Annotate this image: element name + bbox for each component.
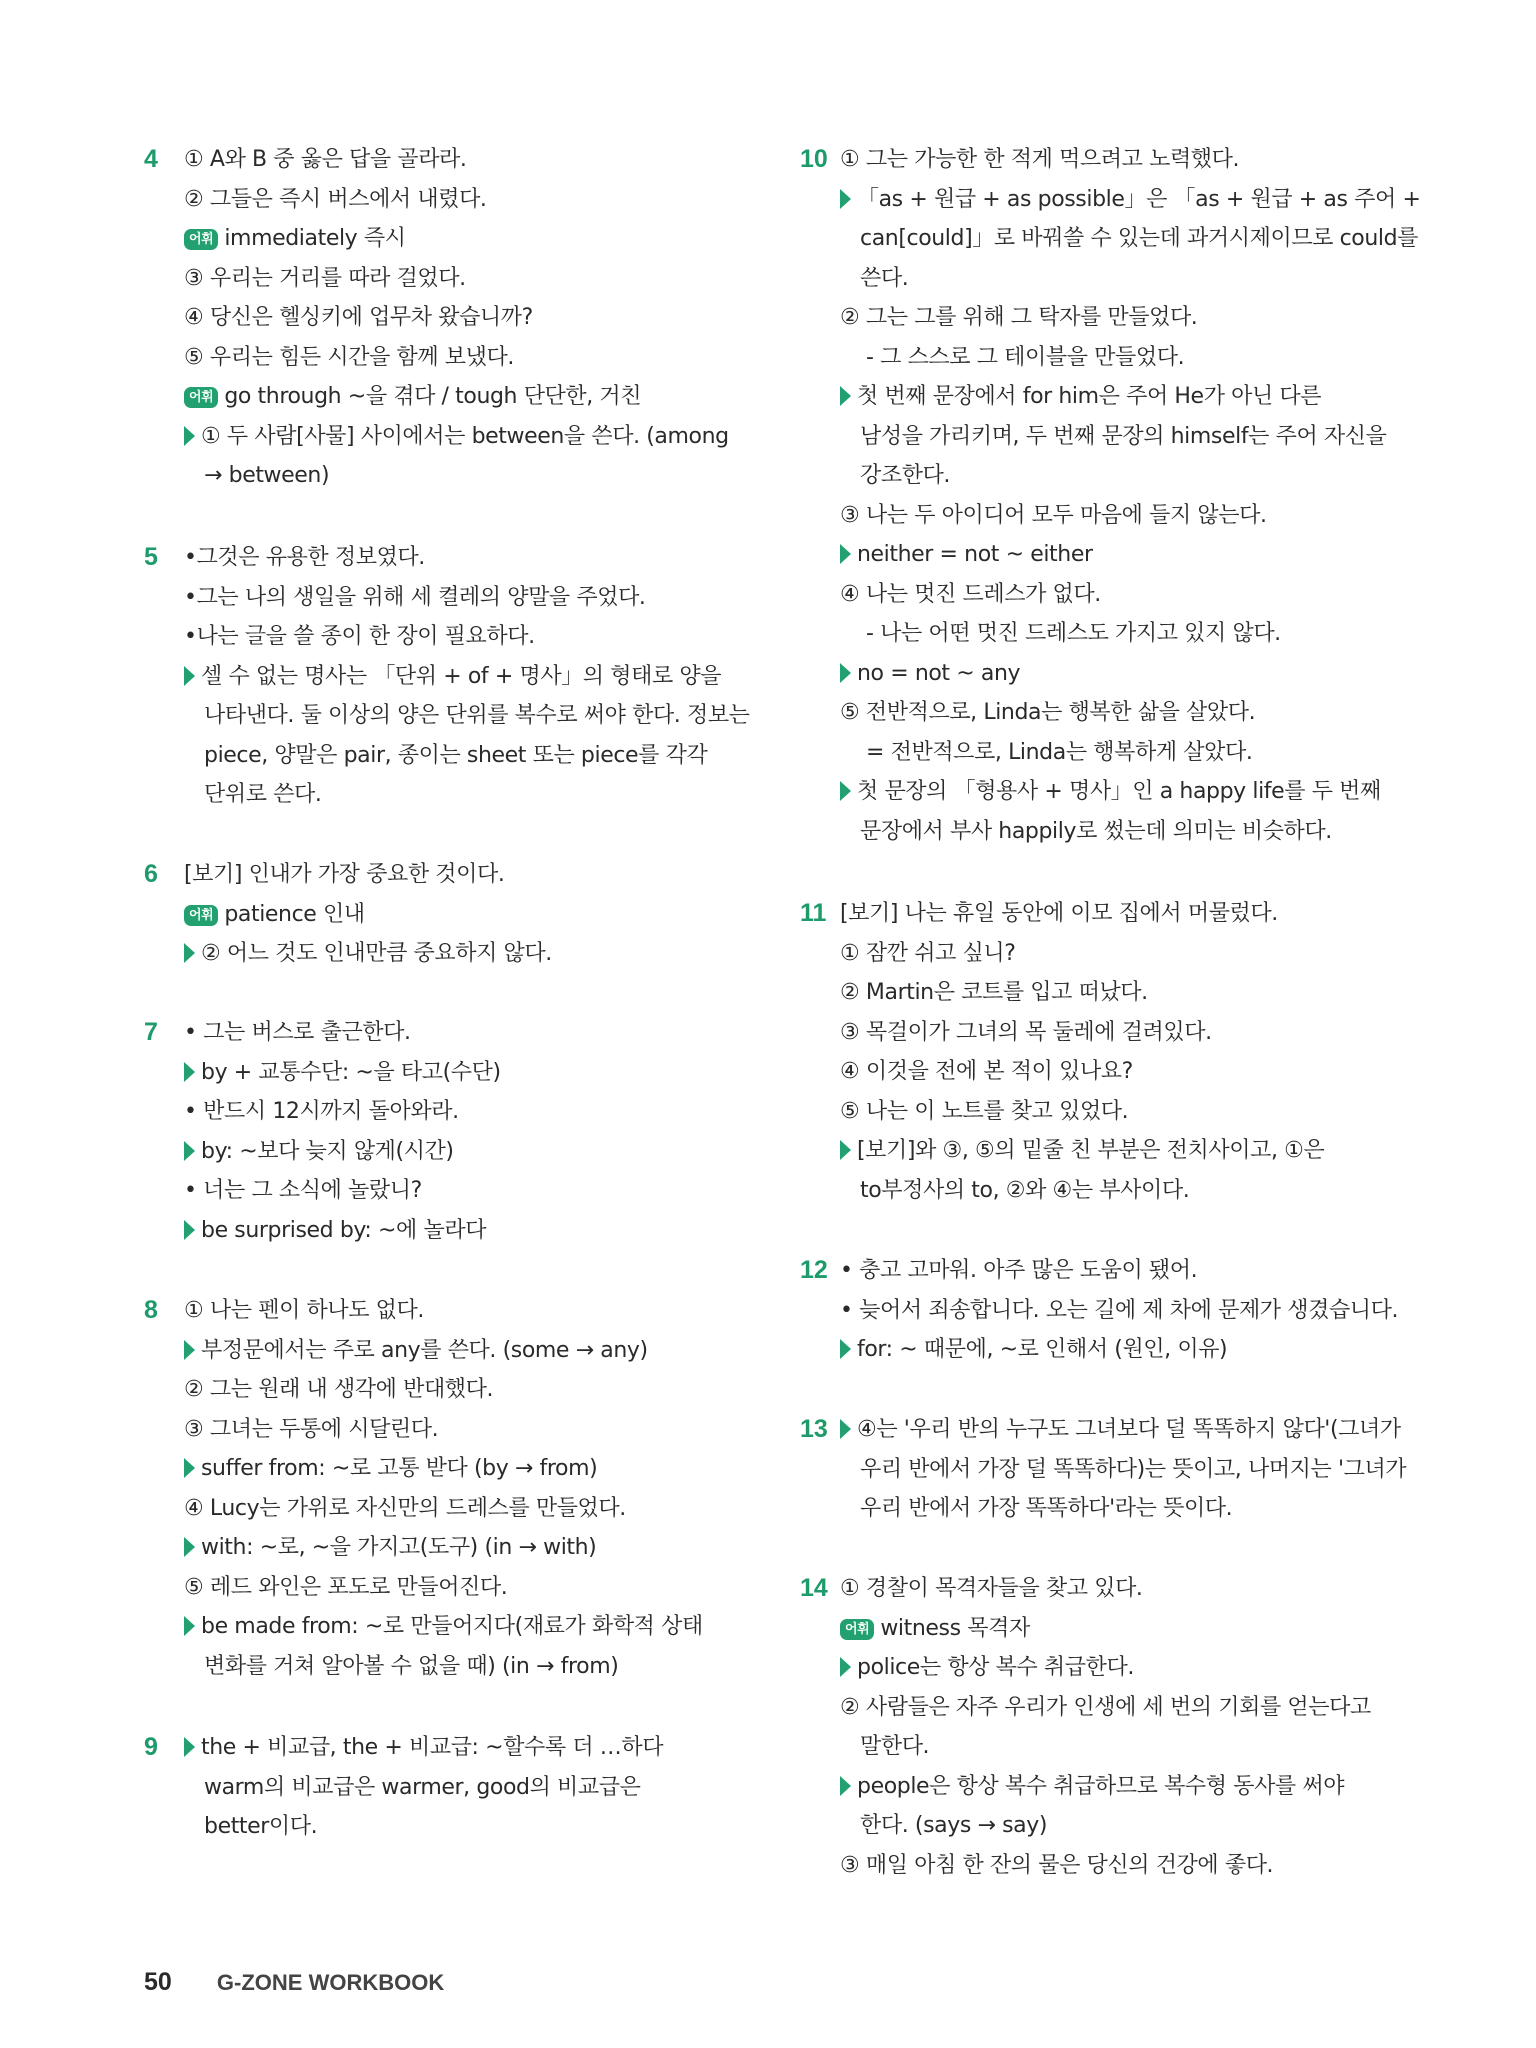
line-text: 우리 반에서 가장 똑똑하다'라는 뜻이다. bbox=[860, 1496, 1233, 1521]
line-text: patience 인내 bbox=[224, 901, 365, 927]
triangle-arrow-icon bbox=[184, 1737, 195, 1757]
answer-lines bbox=[184, 140, 754, 496]
triangle-arrow-icon bbox=[184, 1537, 195, 1557]
explanation-line bbox=[184, 1607, 754, 1647]
answer-line bbox=[184, 1291, 754, 1331]
answer-line bbox=[840, 259, 1410, 299]
question-number: 7 bbox=[144, 1018, 158, 1046]
line-text: → between) bbox=[204, 463, 330, 488]
answer-line bbox=[840, 1727, 1410, 1767]
line-text: ② 그는 원래 내 생각에 반대했다. bbox=[184, 1377, 494, 1402]
question-number: 5 bbox=[144, 543, 158, 571]
line-text: be surprised by: ~에 놀라다 bbox=[201, 1217, 487, 1243]
line-text: 문장에서 부사 happily로 썼는데 의미는 비슷하다. bbox=[860, 818, 1332, 844]
question-number: 10 bbox=[800, 145, 828, 173]
line-text: ③ 나는 두 아이디어 모두 마음에 들지 않는다. bbox=[840, 502, 1267, 528]
question-number: 12 bbox=[800, 1256, 828, 1284]
answer-line bbox=[840, 1052, 1410, 1092]
line-text: ④ Lucy는 가위로 자신만의 드레스를 만들었다. bbox=[184, 1495, 626, 1521]
question-number: 9 bbox=[144, 1733, 158, 1761]
triangle-arrow-icon bbox=[840, 1776, 851, 1796]
answer-line bbox=[840, 219, 1419, 259]
triangle-arrow-icon bbox=[840, 189, 851, 209]
line-text: • 그는 버스로 출근한다. bbox=[184, 1020, 411, 1045]
answer-line bbox=[184, 180, 754, 220]
line-text: can[could]」로 바꿔쓸 수 있는데 과거시제이므로 could를 bbox=[860, 226, 1419, 251]
line-text: • 너는 그 소식에 놀랐니? bbox=[184, 1178, 422, 1203]
answer-line bbox=[840, 496, 1410, 536]
answer-lines bbox=[840, 140, 1421, 851]
line-text: ② 그는 그를 위해 그 탁자를 만들었다. bbox=[840, 305, 1198, 330]
answer-line bbox=[184, 1171, 754, 1211]
line-text: 쓴다. bbox=[860, 265, 909, 291]
line-text: • 충고 고마워. 아주 많은 도움이 됐어. bbox=[840, 1258, 1198, 1283]
line-text: - 그 스스로 그 테이블을 만들었다. bbox=[866, 344, 1185, 370]
page-number: 50 bbox=[144, 1968, 172, 1996]
line-text: • 늦어서 죄송합니다. 오는 길에 제 차에 문제가 생겼습니다. bbox=[840, 1297, 1399, 1323]
answer-line bbox=[184, 578, 754, 618]
triangle-arrow-icon bbox=[840, 1419, 851, 1439]
answer-line bbox=[184, 259, 754, 299]
line-text: witness 목격자 bbox=[880, 1615, 1030, 1641]
explanation-line bbox=[184, 1331, 754, 1371]
answer-lines bbox=[840, 894, 1410, 1210]
answer-line bbox=[840, 1569, 1410, 1609]
triangle-arrow-icon bbox=[840, 1339, 851, 1359]
line-text: neither = not ~ either bbox=[857, 542, 1093, 567]
answer-line bbox=[840, 1846, 1410, 1886]
answer-line bbox=[184, 775, 754, 815]
line-text: •그것은 유용한 정보였다. bbox=[184, 545, 425, 570]
line-text: ⑤ 전반적으로, Linda는 행복한 삶을 살았다. bbox=[840, 700, 1256, 725]
answer-lines bbox=[184, 855, 754, 974]
explanation-line bbox=[184, 1211, 754, 1251]
answer-line bbox=[184, 1489, 754, 1529]
explanation-line bbox=[840, 772, 1410, 812]
triangle-arrow-icon bbox=[184, 426, 195, 446]
line-text: [보기]와 ③, ⑤의 밑줄 친 부분은 전치사이고, ①은 bbox=[857, 1138, 1325, 1163]
answer-line bbox=[184, 617, 754, 657]
answer-lines bbox=[184, 1013, 754, 1250]
answer-line bbox=[184, 140, 754, 180]
line-text: 셀 수 없는 명사는 「단위 + of + 명사」의 형태로 양을 bbox=[201, 663, 722, 689]
triangle-arrow-icon bbox=[184, 1062, 195, 1082]
vocab-badge: 어휘 bbox=[184, 905, 218, 926]
triangle-arrow-icon bbox=[840, 781, 851, 801]
line-text: ③ 그녀는 두통에 시달린다. bbox=[184, 1416, 439, 1442]
vocab-badge: 어휘 bbox=[840, 1619, 874, 1640]
line-text: by + 교통수단: ~을 타고(수단) bbox=[201, 1059, 501, 1085]
line-text: ③ 우리는 거리를 따라 걸었다. bbox=[184, 265, 466, 291]
explanation-line bbox=[840, 1767, 1410, 1807]
line-text: • 반드시 12시까지 돌아와라. bbox=[184, 1099, 459, 1124]
explanation-line bbox=[184, 1728, 754, 1768]
explanation-line bbox=[184, 1528, 754, 1568]
answer-line bbox=[840, 456, 1410, 496]
line-text: = 전반적으로, Linda는 행복하게 살았다. bbox=[866, 739, 1253, 765]
line-text: ① 잠깐 쉬고 싶니? bbox=[840, 940, 1016, 966]
line-text: 말한다. bbox=[860, 1734, 930, 1759]
line-text: 「as + 원급 + as possible」은 「as + 원급 + as 주어 + bbox=[857, 186, 1421, 212]
line-text: ④ 이것을 전에 본 적이 있나요? bbox=[840, 1059, 1133, 1084]
answer-lines bbox=[840, 1569, 1410, 1885]
question-number: 13 bbox=[800, 1415, 828, 1443]
answer-line bbox=[840, 140, 1410, 180]
answer-lines bbox=[184, 1291, 754, 1686]
line-text: - 나는 어떤 멋진 드레스도 가지고 있지 않다. bbox=[866, 621, 1281, 646]
triangle-arrow-icon bbox=[184, 1616, 195, 1636]
line-text: ⑤ 레드 와인은 포도로 만들어진다. bbox=[184, 1574, 508, 1600]
answer-line bbox=[184, 736, 754, 776]
line-text: •나는 글을 쓸 종이 한 장이 필요하다. bbox=[184, 624, 535, 649]
explanation-line bbox=[184, 1132, 754, 1172]
line-text: ② Martin은 코트를 입고 떠났다. bbox=[840, 980, 1148, 1005]
explanation-line bbox=[840, 535, 1410, 575]
line-text: ④는 '우리 반의 누구도 그녀보다 덜 똑똑하지 않다'(그녀가 bbox=[857, 1417, 1401, 1442]
explanation-line bbox=[840, 1131, 1410, 1171]
line-text: [보기] 나는 휴일 동안에 이모 집에서 머물렀다. bbox=[840, 901, 1278, 926]
line-text: suffer from: ~로 고통 받다 (by → from) bbox=[201, 1456, 598, 1481]
line-text: ⑤ 우리는 힘든 시간을 함께 보냈다. bbox=[184, 344, 514, 370]
answer-lines bbox=[184, 538, 754, 815]
explanation-line bbox=[184, 1053, 754, 1093]
explanation-line bbox=[184, 657, 754, 697]
vocab-line bbox=[184, 895, 754, 935]
answer-line bbox=[184, 1013, 754, 1053]
triangle-arrow-icon bbox=[840, 1140, 851, 1160]
line-text: by: ~보다 늦지 않게(시간) bbox=[201, 1138, 454, 1164]
question-number: 11 bbox=[800, 899, 827, 927]
answer-line bbox=[184, 855, 754, 895]
line-text: people은 항상 복수 취급하므로 복수형 동사를 써야 bbox=[857, 1773, 1345, 1799]
answer-line bbox=[184, 1647, 754, 1687]
line-text: 우리 반에서 가장 덜 똑똑하다)는 뜻이고, 나머지는 '그녀가 bbox=[860, 1456, 1407, 1482]
answer-line bbox=[840, 1092, 1410, 1132]
answer-line bbox=[840, 812, 1410, 852]
line-text: go through ~을 겪다 / tough 단단한, 거친 bbox=[224, 384, 642, 409]
explanation-line bbox=[840, 654, 1410, 694]
vocab-badge: 어휘 bbox=[184, 387, 218, 408]
line-text: ② 사람들은 자주 우리가 인생에 세 번의 기회를 얻는다고 bbox=[840, 1694, 1371, 1720]
triangle-arrow-icon bbox=[184, 1340, 195, 1360]
line-text: 첫 번째 문장에서 for him은 주어 He가 아닌 다른 bbox=[857, 384, 1322, 409]
line-text: piece, 양말은 pair, 종이는 sheet 또는 piece를 각각 bbox=[204, 742, 708, 768]
answer-line bbox=[840, 1171, 1410, 1211]
line-text: ⑤ 나는 이 노트를 찾고 있었다. bbox=[840, 1098, 1129, 1124]
vocab-line bbox=[184, 219, 754, 259]
question-number: 8 bbox=[144, 1296, 158, 1324]
line-text: ② 그들은 즉시 버스에서 내렸다. bbox=[184, 186, 487, 212]
answer-line bbox=[840, 1013, 1410, 1053]
triangle-arrow-icon bbox=[184, 1220, 195, 1240]
line-text: 단위로 쓴다. bbox=[204, 782, 322, 807]
explanation-line bbox=[840, 377, 1410, 417]
answer-line bbox=[840, 1688, 1410, 1728]
line-text: police는 항상 복수 취급한다. bbox=[857, 1655, 1134, 1680]
line-text: for: ~ 때문에, ~로 인해서 (원인, 이유) bbox=[857, 1337, 1228, 1362]
answer-line bbox=[840, 733, 1410, 773]
triangle-arrow-icon bbox=[840, 386, 851, 406]
answer-lines bbox=[840, 1410, 1410, 1529]
triangle-arrow-icon bbox=[184, 1458, 195, 1478]
page-footer bbox=[144, 1962, 444, 2002]
answer-line bbox=[184, 1410, 754, 1450]
line-text: ③ 목걸이가 그녀의 목 둘레에 걸려있다. bbox=[840, 1019, 1212, 1045]
line-text: 부정문에서는 주로 any를 쓴다. (some → any) bbox=[201, 1337, 648, 1363]
question-number: 4 bbox=[144, 145, 158, 173]
line-text: immediately 즉시 bbox=[224, 226, 406, 251]
answer-line bbox=[184, 456, 754, 496]
line-text: the + 비교급, the + 비교급: ~할수록 더 …하다 bbox=[201, 1735, 664, 1760]
line-text: 한다. (says → say) bbox=[860, 1813, 1048, 1838]
explanation-line bbox=[184, 934, 754, 974]
answer-line bbox=[184, 1568, 754, 1608]
line-text: •그는 나의 생일을 위해 세 켤레의 양말을 주었다. bbox=[184, 584, 646, 610]
answer-line bbox=[184, 338, 754, 378]
question-number: 14 bbox=[800, 1574, 828, 1602]
answer-line bbox=[184, 298, 754, 338]
answer-line bbox=[184, 696, 754, 736]
answer-line bbox=[184, 1092, 754, 1132]
answer-line bbox=[840, 1450, 1410, 1490]
vocab-badge: 어휘 bbox=[184, 229, 218, 250]
explanation-line bbox=[840, 1648, 1410, 1688]
answer-line bbox=[184, 538, 754, 578]
answer-line bbox=[184, 1807, 754, 1847]
answer-line bbox=[840, 934, 1410, 974]
triangle-arrow-icon bbox=[840, 663, 851, 683]
answer-line bbox=[840, 338, 1410, 378]
answer-line bbox=[840, 973, 1410, 1013]
answer-line bbox=[840, 614, 1410, 654]
answer-line bbox=[840, 417, 1410, 457]
line-text: ① 두 사람[사물] 사이에서는 between을 쓴다. (among bbox=[201, 423, 729, 449]
answer-lines bbox=[840, 1251, 1410, 1370]
triangle-arrow-icon bbox=[184, 1141, 195, 1161]
line-text: ③ 매일 아침 한 잔의 물은 당신의 건강에 좋다. bbox=[840, 1852, 1274, 1878]
answer-line bbox=[840, 1291, 1410, 1331]
line-text: with: ~로, ~을 가지고(도구) (in → with) bbox=[201, 1535, 597, 1560]
answer-line bbox=[840, 298, 1410, 338]
triangle-arrow-icon bbox=[184, 943, 195, 963]
line-text: no = not ~ any bbox=[857, 660, 1021, 686]
line-text: ① 그는 가능한 한 적게 먹으려고 노력했다. bbox=[840, 147, 1240, 172]
explanation-line bbox=[184, 417, 754, 457]
question-number: 6 bbox=[144, 860, 158, 888]
line-text: be made from: ~로 만들어지다(재료가 화학적 상태 bbox=[201, 1614, 703, 1639]
answer-line bbox=[840, 693, 1410, 733]
explanation-line bbox=[840, 180, 1421, 220]
triangle-arrow-icon bbox=[840, 1657, 851, 1677]
line-text: 남성을 가리키며, 두 번째 문장의 himself는 주어 자신을 bbox=[860, 423, 1387, 449]
line-text: better이다. bbox=[204, 1814, 318, 1839]
answer-line bbox=[840, 1251, 1410, 1291]
line-text: 강조한다. bbox=[860, 463, 951, 488]
line-text: 변화를 거쳐 알아볼 수 없을 때) (in → from) bbox=[204, 1653, 619, 1679]
line-text: ① 나는 펜이 하나도 없다. bbox=[184, 1298, 424, 1323]
answer-line bbox=[840, 1806, 1410, 1846]
triangle-arrow-icon bbox=[840, 544, 851, 564]
workbook-title: G-ZONE WORKBOOK bbox=[216, 1970, 445, 1995]
answer-lines bbox=[184, 1728, 754, 1847]
explanation-line bbox=[840, 1330, 1410, 1370]
line-text: warm의 비교급은 warmer, good의 비교급은 bbox=[204, 1774, 641, 1800]
line-text: to부정사의 to, ②와 ④는 부사이다. bbox=[860, 1177, 1190, 1203]
explanation-line bbox=[840, 1410, 1410, 1450]
line-text: ① 경찰이 목격자들을 찾고 있다. bbox=[840, 1576, 1143, 1601]
answer-line bbox=[840, 1489, 1410, 1529]
answer-line bbox=[184, 1768, 754, 1808]
line-text: ④ 나는 멋진 드레스가 없다. bbox=[840, 581, 1101, 607]
answer-line bbox=[840, 894, 1410, 934]
line-text: ② 어느 것도 인내만큼 중요하지 않다. bbox=[201, 941, 552, 966]
line-text: [보기] 인내가 가장 중요한 것이다. bbox=[184, 862, 505, 887]
explanation-line bbox=[184, 1449, 754, 1489]
line-text: 나타낸다. 둘 이상의 양은 단위를 복수로 써야 한다. 정보는 bbox=[204, 703, 750, 728]
vocab-line bbox=[184, 377, 754, 417]
line-text: 첫 문장의 「형용사 + 명사」인 a happy life를 두 번째 bbox=[857, 779, 1381, 804]
line-text: ① A와 B 중 옳은 답을 골라라. bbox=[184, 147, 467, 172]
triangle-arrow-icon bbox=[184, 666, 195, 686]
answer-line bbox=[840, 575, 1410, 615]
answer-line bbox=[184, 1370, 754, 1410]
line-text: ④ 당신은 헬싱키에 업무차 왔습니까? bbox=[184, 305, 533, 330]
vocab-line bbox=[840, 1609, 1410, 1649]
